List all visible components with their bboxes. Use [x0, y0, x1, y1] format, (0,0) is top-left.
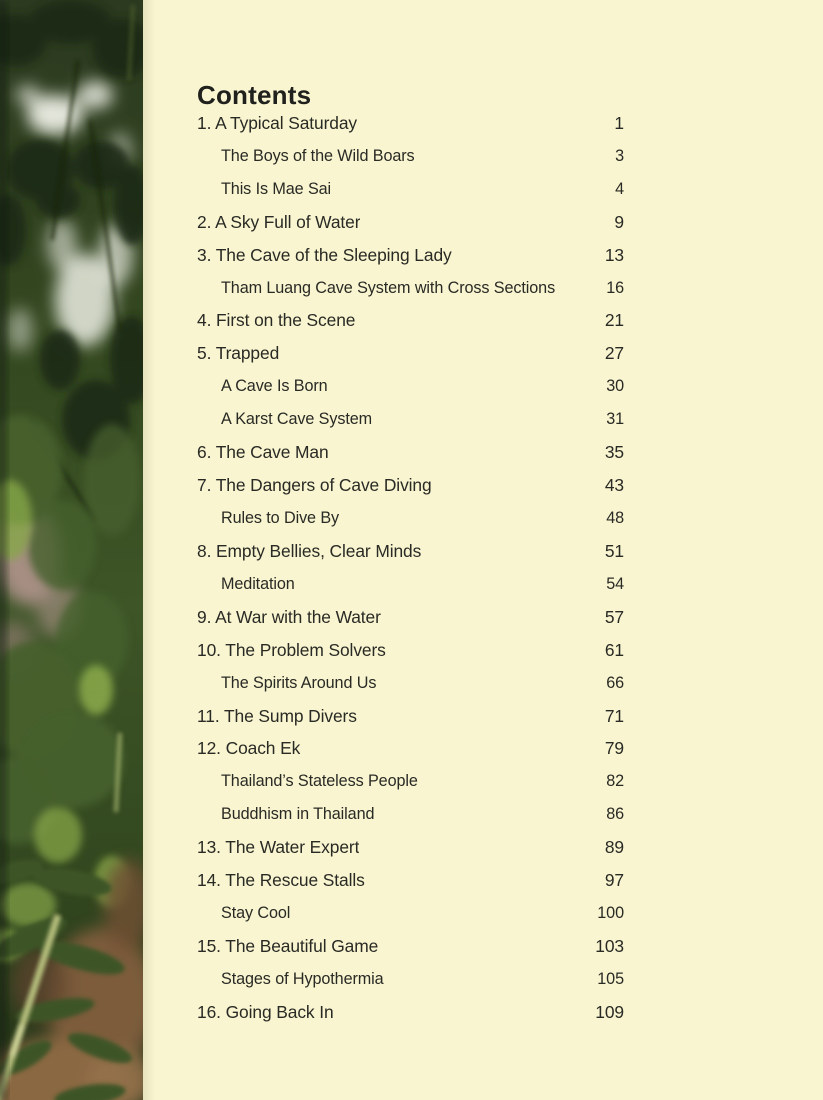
toc-entry-label: 1. A Typical Saturday — [197, 112, 357, 133]
toc-entry — [197, 337, 624, 370]
toc-entry-page: 71 — [604, 705, 624, 726]
page-title: Contents — [197, 80, 312, 111]
toc-entry-label: This Is Mae Sai — [221, 179, 332, 198]
toc-entry — [197, 403, 624, 436]
toc-entry-label: A Cave Is Born — [221, 377, 328, 396]
toc-entry — [197, 798, 624, 831]
toc-entry — [197, 634, 624, 667]
toc-entry-page: 79 — [604, 738, 624, 759]
toc-entry-page: 31 — [606, 410, 624, 429]
toc-entry-label: Stages of Hypothermia — [221, 969, 384, 988]
page-gutter-shadow — [143, 0, 155, 1100]
toc-entry-label: Buddhism in Thailand — [221, 805, 375, 824]
toc-entry — [197, 897, 624, 930]
toc-entry-page: 13 — [604, 244, 624, 265]
toc-entry-label: 5. Trapped — [197, 343, 280, 364]
toc-entry-page: 54 — [606, 574, 624, 593]
toc-entry-label: 2. A Sky Full of Water — [197, 211, 361, 232]
foliage-photo — [0, 0, 143, 1100]
toc-entry-page: 9 — [614, 211, 624, 232]
toc-entry-page: 100 — [597, 904, 624, 923]
toc-entry-label: Tham Luang Cave System with Cross Sections — [221, 278, 556, 297]
toc-entry-page: 1 — [614, 112, 624, 133]
toc-entry-label: Thailand’s Stateless People — [221, 772, 418, 791]
toc-entry — [197, 733, 624, 766]
toc-entry-page: 3 — [615, 146, 624, 165]
toc-entry — [197, 173, 624, 206]
toc-entry-label: 8. Empty Bellies, Clear Minds — [197, 540, 422, 561]
toc-entry-page: 86 — [606, 805, 624, 824]
toc-entry-page: 30 — [606, 377, 624, 396]
toc-entry-page: 105 — [597, 969, 624, 988]
toc-entry — [197, 963, 624, 996]
toc-entry-label: Stay Cool — [221, 904, 291, 923]
toc-entry — [197, 469, 624, 502]
toc-entry — [197, 239, 624, 272]
toc-entry — [197, 305, 624, 338]
toc-entry-page: 4 — [615, 179, 624, 198]
toc-entry-label: 15. The Beautiful Game — [197, 936, 379, 956]
toc-entry-page: 51 — [604, 540, 624, 561]
toc-entry-page: 43 — [604, 475, 624, 496]
toc-entry-page: 89 — [604, 837, 624, 858]
toc-entry — [197, 568, 624, 601]
toc-entry-page: 48 — [606, 509, 624, 528]
toc-entry-label: Rules to Dive By — [221, 509, 340, 528]
toc-list — [197, 107, 624, 1029]
toc-entry-page: 61 — [604, 639, 624, 660]
toc-entry — [197, 765, 624, 798]
toc-entry — [197, 140, 624, 173]
toc-entry-page: 66 — [606, 673, 624, 692]
toc-entry-label: 4. First on the Scene — [197, 310, 356, 331]
toc-entry-page: 35 — [604, 442, 624, 463]
toc-entry — [197, 700, 624, 733]
toc-entry — [197, 370, 624, 403]
toc-entry-label: 7. The Dangers of Cave Diving — [197, 475, 432, 496]
toc-entry — [197, 107, 624, 140]
toc-entry-label: The Boys of the Wild Boars — [221, 146, 415, 165]
toc-entry-page: 82 — [606, 772, 624, 791]
toc-entry-page: 16 — [606, 278, 624, 297]
toc-entry-page: 27 — [604, 343, 624, 364]
toc-entry — [197, 996, 624, 1029]
toc-entry-page: 57 — [604, 606, 624, 627]
toc-entry — [197, 667, 624, 700]
toc-entry — [197, 864, 624, 897]
toc-entry-label: 10. The Problem Solvers — [197, 639, 386, 660]
toc-entry-label: 11. The Sump Divers — [197, 705, 357, 726]
toc-entry-label: 6. The Cave Man — [197, 442, 329, 463]
toc-entry-label: 9. At War with the Water — [197, 606, 381, 627]
toc-entry — [197, 502, 624, 535]
toc-entry-label: 12. Coach Ek — [197, 738, 301, 759]
toc-entry — [197, 535, 624, 568]
toc-entry-label: Meditation — [221, 574, 295, 593]
toc-entry-page: 109 — [595, 1001, 624, 1022]
toc-entry-label: 13. The Water Expert — [197, 837, 360, 858]
toc-entry-label: 16. Going Back In — [197, 1001, 334, 1022]
toc-entry-label: The Spirits Around Us — [221, 673, 377, 692]
toc-entry — [197, 930, 624, 963]
toc-entry-label: A Karst Cave System — [221, 410, 373, 429]
toc-entry-label: 3. The Cave of the Sleeping Lady — [197, 244, 452, 265]
toc-entry-label: 14. The Rescue Stalls — [197, 870, 365, 891]
toc-entry — [197, 831, 624, 864]
toc-entry — [197, 601, 624, 634]
toc-entry-page: 21 — [604, 310, 624, 331]
toc-entry — [197, 436, 624, 469]
toc-entry — [197, 206, 624, 239]
toc-entry-page: 103 — [595, 936, 624, 956]
toc-entry-page: 97 — [604, 870, 624, 891]
toc-entry — [197, 272, 624, 305]
